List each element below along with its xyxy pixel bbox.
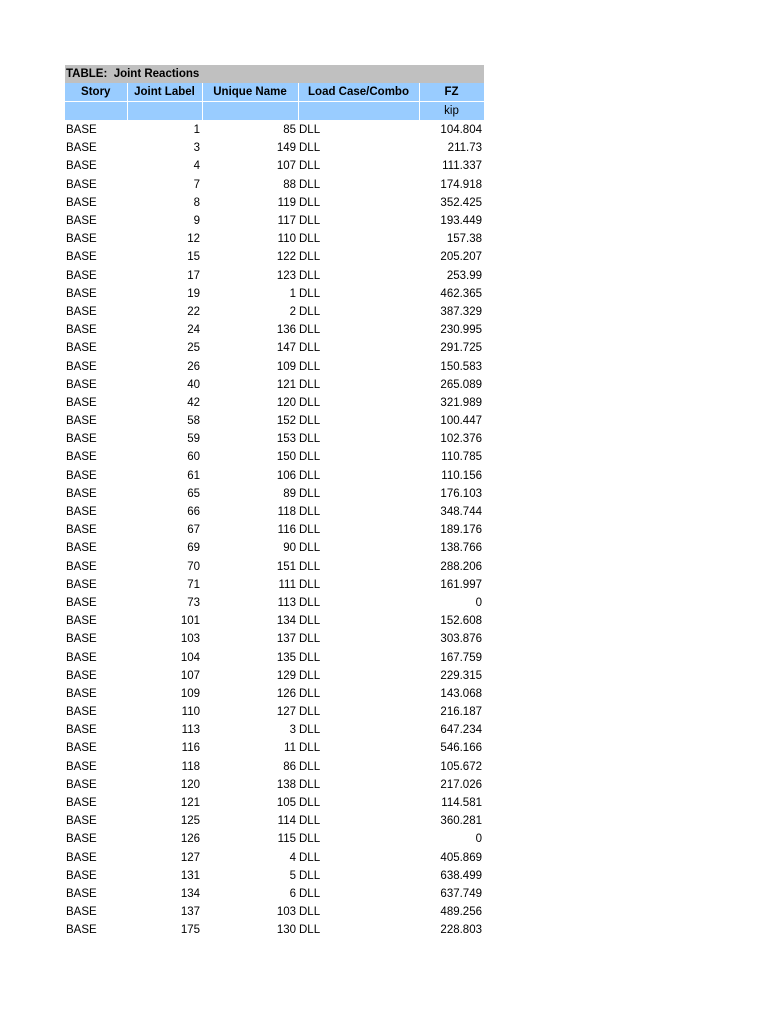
cell-unique-name[interactable]: 118 <box>277 506 296 519</box>
table-row <box>65 176 484 194</box>
table-row <box>65 357 484 375</box>
table-row <box>65 285 484 303</box>
cell-story[interactable]: BASE <box>66 142 97 155</box>
spreadsheet <box>65 65 484 939</box>
table-row <box>65 685 484 703</box>
table-row <box>65 667 484 685</box>
cell-fz[interactable]: 211.73 <box>447 142 482 155</box>
cell-unique-name[interactable]: 6 <box>289 887 296 900</box>
cell-story[interactable]: BASE <box>66 178 97 191</box>
cell-joint-label[interactable]: 120 <box>180 778 200 791</box>
cell-fz[interactable]: 546.166 <box>440 742 482 755</box>
cell-load-case[interactable]: DLL <box>299 887 321 900</box>
cell-unique-name[interactable]: 107 <box>276 160 296 173</box>
table-row <box>65 903 484 921</box>
cell-fz[interactable]: 114.581 <box>441 797 482 810</box>
table-row <box>65 648 484 666</box>
table-row <box>65 503 484 521</box>
cell-joint-label[interactable]: 25 <box>187 342 200 355</box>
cell-joint-label[interactable]: 113 <box>181 724 200 737</box>
cell-joint-label[interactable]: 59 <box>187 433 200 446</box>
cell-story[interactable]: BASE <box>66 651 97 664</box>
cell-load-case[interactable]: DLL <box>299 378 321 391</box>
cell-fz[interactable]: 189.176 <box>440 524 482 537</box>
cell-story[interactable]: BASE <box>66 396 97 409</box>
table-row <box>65 885 484 903</box>
cell-unique-name[interactable]: 114 <box>277 815 296 828</box>
table-row <box>65 321 484 339</box>
header-story[interactable]: Story <box>65 83 127 102</box>
cell-load-case[interactable]: DLL <box>299 797 321 810</box>
header-load-case[interactable]: Load Case/Combo <box>298 83 419 102</box>
cell-story[interactable]: BASE <box>66 869 97 882</box>
cell-story[interactable]: BASE <box>66 360 97 373</box>
cell-unique-name[interactable]: 127 <box>276 706 296 719</box>
unit-fz: kip <box>419 102 484 121</box>
table-row <box>65 703 484 721</box>
cell-unique-name[interactable]: 152 <box>276 415 296 428</box>
cell-fz[interactable]: 216.187 <box>440 706 482 719</box>
cell-unique-name[interactable]: 134 <box>276 615 296 628</box>
cell-unique-name[interactable]: 149 <box>276 142 296 155</box>
cell-joint-label[interactable]: 125 <box>180 815 200 828</box>
cell-story[interactable]: BASE <box>66 596 97 609</box>
cell-load-case[interactable]: DLL <box>299 342 321 355</box>
cell-joint-label[interactable]: 7 <box>193 178 200 191</box>
cell-fz[interactable]: 637.749 <box>440 887 482 900</box>
cell-load-case[interactable]: DLL <box>299 906 321 919</box>
cell-load-case[interactable]: DLL <box>299 487 321 500</box>
cell-fz[interactable]: 228.803 <box>440 924 482 937</box>
table-title: TABLE: Joint Reactions <box>65 65 484 83</box>
unit-load-case <box>298 102 419 121</box>
cell-story[interactable]: BASE <box>66 887 97 900</box>
table-row <box>65 576 484 594</box>
cell-load-case[interactable]: DLL <box>299 742 321 755</box>
cell-unique-name[interactable]: 137 <box>276 633 296 646</box>
cell-unique-name[interactable]: 86 <box>283 760 296 773</box>
cell-joint-label[interactable]: 61 <box>187 469 200 482</box>
cell-story[interactable]: BASE <box>66 215 97 228</box>
cell-unique-name[interactable]: 106 <box>276 469 296 482</box>
cell-joint-label[interactable]: 15 <box>187 251 200 264</box>
cell-story[interactable]: BASE <box>66 851 97 864</box>
cell-joint-label[interactable]: 175 <box>180 924 200 937</box>
table-row <box>65 485 484 503</box>
cell-unique-name[interactable]: 103 <box>276 906 296 919</box>
cell-joint-label[interactable]: 19 <box>187 287 200 300</box>
cell-fz[interactable]: 174.918 <box>440 178 482 191</box>
table-row <box>65 758 484 776</box>
unit-joint-label <box>127 102 202 121</box>
cell-story[interactable]: BASE <box>66 160 97 173</box>
cell-load-case[interactable]: DLL <box>299 287 321 300</box>
cell-joint-label[interactable]: 67 <box>187 524 200 537</box>
cell-load-case[interactable]: DLL <box>299 669 321 682</box>
cell-load-case[interactable]: DLL <box>299 451 321 464</box>
header-row <box>65 83 484 102</box>
cell-story[interactable]: BASE <box>66 342 97 355</box>
cell-fz[interactable]: 102.376 <box>440 433 482 446</box>
cell-load-case[interactable]: DLL <box>299 760 321 773</box>
cell-load-case[interactable]: DLL <box>299 305 321 318</box>
cell-load-case[interactable]: DLL <box>299 396 321 409</box>
table-row <box>65 776 484 794</box>
cell-story[interactable]: BASE <box>66 833 97 846</box>
cell-load-case[interactable]: DLL <box>299 160 321 173</box>
table-row <box>65 594 484 612</box>
cell-load-case[interactable]: DLL <box>299 833 321 846</box>
cell-joint-label[interactable]: 60 <box>187 451 200 464</box>
cell-joint-label[interactable]: 70 <box>187 560 200 573</box>
cell-fz[interactable]: 647.234 <box>440 724 482 737</box>
cell-fz[interactable]: 150.583 <box>440 360 482 373</box>
table-row <box>65 212 484 230</box>
cell-story[interactable]: BASE <box>66 324 97 337</box>
cell-fz[interactable]: 100.447 <box>440 415 482 428</box>
cell-joint-label[interactable]: 104 <box>180 651 200 664</box>
table-row <box>65 739 484 757</box>
cell-unique-name[interactable]: 111 <box>278 578 296 591</box>
cell-story[interactable]: BASE <box>66 305 97 318</box>
cell-fz[interactable]: 303.876 <box>440 633 482 646</box>
cell-unique-name[interactable]: 88 <box>283 178 296 191</box>
cell-story[interactable]: BASE <box>66 578 97 591</box>
cell-load-case[interactable]: DLL <box>299 724 321 737</box>
cell-load-case[interactable]: DLL <box>299 469 321 482</box>
cell-unique-name[interactable]: 89 <box>283 487 296 500</box>
cell-story[interactable]: BASE <box>66 724 97 737</box>
cell-unique-name[interactable]: 151 <box>276 560 296 573</box>
cell-joint-label[interactable]: 17 <box>187 269 200 282</box>
cell-story[interactable]: BASE <box>66 760 97 773</box>
cell-joint-label[interactable]: 118 <box>181 760 200 773</box>
cell-fz[interactable]: 152.608 <box>440 615 482 628</box>
cell-story[interactable]: BASE <box>66 469 97 482</box>
table-row <box>65 376 484 394</box>
cell-unique-name[interactable]: 121 <box>276 378 296 391</box>
cell-unique-name[interactable]: 130 <box>276 924 296 937</box>
cell-joint-label[interactable]: 109 <box>180 687 200 700</box>
cell-fz[interactable]: 176.103 <box>440 487 482 500</box>
cell-joint-label[interactable]: 26 <box>187 360 200 373</box>
cell-story[interactable]: BASE <box>66 778 97 791</box>
cell-joint-label[interactable]: 121 <box>180 797 200 810</box>
cell-story[interactable]: BASE <box>66 378 97 391</box>
cell-load-case[interactable]: DLL <box>299 869 321 882</box>
cell-joint-label[interactable]: 22 <box>187 305 200 318</box>
table-row <box>65 721 484 739</box>
joint-reactions-table <box>65 83 485 939</box>
header-unique-name[interactable]: Unique Name <box>202 83 298 102</box>
cell-unique-name[interactable]: 136 <box>276 324 296 337</box>
cell-load-case[interactable]: DLL <box>299 415 321 428</box>
cell-unique-name[interactable]: 129 <box>276 669 296 682</box>
cell-load-case[interactable]: DLL <box>299 124 321 137</box>
cell-joint-label[interactable]: 66 <box>187 506 200 519</box>
table-row <box>65 267 484 285</box>
cell-story[interactable]: BASE <box>66 669 97 682</box>
cell-story[interactable]: BASE <box>66 924 97 937</box>
cell-joint-label[interactable]: 110 <box>181 706 200 719</box>
cell-fz[interactable]: 387.329 <box>440 305 482 318</box>
cell-story[interactable]: BASE <box>66 906 97 919</box>
cell-fz[interactable]: 193.449 <box>440 215 482 228</box>
cell-unique-name[interactable]: 3 <box>289 724 296 737</box>
cell-load-case[interactable]: DLL <box>299 524 321 537</box>
table-row <box>65 139 484 157</box>
table-row <box>65 630 484 648</box>
cell-fz[interactable]: 0 <box>475 833 482 846</box>
table-row <box>65 467 484 485</box>
cell-fz[interactable]: 462.365 <box>440 287 482 300</box>
cell-story[interactable]: BASE <box>66 415 97 428</box>
cell-fz[interactable]: 167.759 <box>440 651 482 664</box>
cell-story[interactable]: BASE <box>66 233 97 246</box>
cell-unique-name[interactable]: 110 <box>277 233 296 246</box>
cell-unique-name[interactable]: 147 <box>276 342 296 355</box>
table-row <box>65 921 484 939</box>
cell-load-case[interactable]: DLL <box>299 651 321 664</box>
cell-unique-name[interactable]: 117 <box>277 215 296 228</box>
cell-story[interactable]: BASE <box>66 706 97 719</box>
units-row <box>65 102 484 121</box>
table-row <box>65 339 484 357</box>
cell-story[interactable]: BASE <box>66 196 97 209</box>
cell-joint-label[interactable]: 126 <box>180 833 200 846</box>
cell-fz[interactable]: 138.766 <box>440 542 482 555</box>
cell-fz[interactable]: 230.995 <box>440 324 482 337</box>
cell-joint-label[interactable]: 8 <box>193 196 200 209</box>
cell-fz[interactable]: 360.281 <box>440 815 482 828</box>
cell-load-case[interactable]: DLL <box>299 596 321 609</box>
cell-joint-label[interactable]: 137 <box>180 906 200 919</box>
cell-load-case[interactable]: DLL <box>299 215 321 228</box>
table-row <box>65 794 484 812</box>
cell-joint-label[interactable]: 24 <box>187 324 200 337</box>
cell-fz[interactable]: 0 <box>475 596 482 609</box>
cell-joint-label[interactable]: 3 <box>193 142 200 155</box>
cell-joint-label[interactable]: 69 <box>187 542 200 555</box>
cell-unique-name[interactable]: 135 <box>276 651 296 664</box>
table-row <box>65 194 484 212</box>
cell-story[interactable]: BASE <box>66 251 97 264</box>
table-row <box>65 812 484 830</box>
unit-story <box>65 102 127 121</box>
table-row <box>65 448 484 466</box>
cell-unique-name[interactable]: 126 <box>276 687 296 700</box>
cell-joint-label[interactable]: 65 <box>187 487 200 500</box>
cell-joint-label[interactable]: 101 <box>180 615 200 628</box>
cell-story[interactable]: BASE <box>66 506 97 519</box>
cell-fz[interactable]: 265.089 <box>440 378 482 391</box>
cell-unique-name[interactable]: 90 <box>283 542 296 555</box>
cell-unique-name[interactable]: 1 <box>289 287 296 300</box>
cell-fz[interactable]: 157.38 <box>446 233 482 246</box>
cell-unique-name[interactable]: 153 <box>276 433 296 446</box>
cell-fz[interactable]: 489.256 <box>440 906 482 919</box>
cell-unique-name[interactable]: 5 <box>289 869 296 882</box>
cell-story[interactable]: BASE <box>66 524 97 537</box>
cell-load-case[interactable]: DLL <box>299 542 321 555</box>
cell-joint-label[interactable]: 131 <box>180 869 200 882</box>
cell-fz[interactable]: 111.337 <box>442 160 482 173</box>
table-row <box>65 412 484 430</box>
cell-story[interactable]: BASE <box>66 433 97 446</box>
cell-joint-label[interactable]: 9 <box>193 215 200 228</box>
cell-load-case[interactable]: DLL <box>299 633 321 646</box>
table-row <box>65 830 484 848</box>
cell-fz[interactable]: 321.989 <box>440 396 482 409</box>
table-row <box>65 612 484 630</box>
cell-story[interactable]: BASE <box>66 815 97 828</box>
cell-fz[interactable]: 229.315 <box>440 669 482 682</box>
table-row <box>65 849 484 867</box>
cell-fz[interactable]: 288.206 <box>440 560 482 573</box>
cell-fz[interactable]: 161.997 <box>440 578 482 591</box>
cell-joint-label[interactable]: 4 <box>193 160 200 173</box>
cell-unique-name[interactable]: 11 <box>284 742 296 755</box>
cell-joint-label[interactable]: 73 <box>187 596 200 609</box>
cell-load-case[interactable]: DLL <box>299 178 321 191</box>
table-row <box>65 121 484 140</box>
cell-unique-name[interactable]: 105 <box>276 797 296 810</box>
unit-unique-name <box>202 102 298 121</box>
cell-fz[interactable]: 638.499 <box>440 869 482 882</box>
cell-unique-name[interactable]: 150 <box>276 451 296 464</box>
cell-load-case[interactable]: DLL <box>299 851 321 864</box>
cell-fz[interactable]: 352.425 <box>440 196 482 209</box>
cell-fz[interactable]: 348.744 <box>440 506 482 519</box>
cell-load-case[interactable]: DLL <box>299 778 321 791</box>
cell-load-case[interactable]: DLL <box>299 433 321 446</box>
cell-joint-label[interactable]: 42 <box>187 396 200 409</box>
cell-story[interactable]: BASE <box>66 797 97 810</box>
cell-joint-label[interactable]: 116 <box>181 742 200 755</box>
cell-story[interactable]: BASE <box>66 560 97 573</box>
cell-fz[interactable]: 205.207 <box>440 251 482 264</box>
cell-load-case[interactable]: DLL <box>299 251 321 264</box>
cell-fz[interactable]: 110.156 <box>441 469 482 482</box>
cell-load-case[interactable]: DLL <box>299 615 321 628</box>
cell-unique-name[interactable]: 2 <box>289 305 296 318</box>
cell-story[interactable]: BASE <box>66 451 97 464</box>
cell-joint-label[interactable]: 12 <box>187 233 200 246</box>
table-row <box>65 248 484 266</box>
cell-fz[interactable]: 143.068 <box>440 687 482 700</box>
cell-story[interactable]: BASE <box>66 269 97 282</box>
cell-load-case[interactable]: DLL <box>299 360 321 373</box>
header-joint-label[interactable]: Joint Label <box>127 83 202 102</box>
cell-joint-label[interactable]: 134 <box>180 887 200 900</box>
cell-joint-label[interactable]: 107 <box>180 669 200 682</box>
cell-joint-label[interactable]: 103 <box>180 633 200 646</box>
cell-load-case[interactable]: DLL <box>299 196 321 209</box>
cell-story[interactable]: BASE <box>66 542 97 555</box>
table-row <box>65 230 484 248</box>
cell-unique-name[interactable]: 122 <box>276 251 296 264</box>
table-row <box>65 558 484 576</box>
table-row <box>65 867 484 885</box>
cell-joint-label[interactable]: 127 <box>180 851 200 864</box>
cell-fz[interactable]: 217.026 <box>440 778 482 791</box>
cell-fz[interactable]: 405.869 <box>440 851 482 864</box>
cell-fz[interactable]: 110.785 <box>441 451 482 464</box>
cell-story[interactable]: BASE <box>66 615 97 628</box>
cell-unique-name[interactable]: 123 <box>276 269 296 282</box>
cell-unique-name[interactable]: 4 <box>289 851 296 864</box>
cell-fz[interactable]: 291.725 <box>440 342 482 355</box>
cell-unique-name[interactable]: 119 <box>277 196 296 209</box>
cell-unique-name[interactable]: 115 <box>277 833 296 846</box>
cell-load-case[interactable]: DLL <box>299 233 321 246</box>
cell-story[interactable]: BASE <box>66 687 97 700</box>
cell-load-case[interactable]: DLL <box>299 578 321 591</box>
cell-story[interactable]: BASE <box>66 487 97 500</box>
table-row <box>65 157 484 175</box>
cell-story[interactable]: BASE <box>66 124 97 137</box>
cell-load-case[interactable]: DLL <box>299 687 321 700</box>
table-row <box>65 303 484 321</box>
table-row <box>65 430 484 448</box>
cell-unique-name[interactable]: 85 <box>283 124 296 137</box>
cell-unique-name[interactable]: 109 <box>276 360 296 373</box>
cell-load-case[interactable]: DLL <box>299 560 321 573</box>
cell-fz[interactable]: 104.804 <box>440 124 482 137</box>
table-row <box>65 521 484 539</box>
table-row <box>65 539 484 557</box>
cell-joint-label[interactable]: 58 <box>187 415 200 428</box>
cell-story[interactable]: BASE <box>66 742 97 755</box>
cell-load-case[interactable]: DLL <box>299 924 321 937</box>
cell-load-case[interactable]: DLL <box>299 324 321 337</box>
table-row <box>65 394 484 412</box>
cell-load-case[interactable]: DLL <box>299 706 321 719</box>
cell-fz[interactable]: 105.672 <box>440 760 482 773</box>
cell-joint-label[interactable]: 1 <box>193 124 200 137</box>
table-body <box>65 121 484 940</box>
cell-fz[interactable]: 253.99 <box>446 269 482 282</box>
cell-load-case[interactable]: DLL <box>299 269 321 282</box>
cell-story[interactable]: BASE <box>66 287 97 300</box>
cell-unique-name[interactable]: 120 <box>276 396 296 409</box>
cell-load-case[interactable]: DLL <box>299 815 321 828</box>
cell-load-case[interactable]: DLL <box>299 506 321 519</box>
cell-unique-name[interactable]: 116 <box>277 524 296 537</box>
cell-unique-name[interactable]: 113 <box>277 596 296 609</box>
cell-joint-label[interactable]: 71 <box>187 578 200 591</box>
cell-joint-label[interactable]: 40 <box>187 378 200 391</box>
cell-load-case[interactable]: DLL <box>299 142 321 155</box>
cell-story[interactable]: BASE <box>66 633 97 646</box>
header-fz[interactable]: FZ <box>419 83 484 102</box>
cell-unique-name[interactable]: 138 <box>276 778 296 791</box>
